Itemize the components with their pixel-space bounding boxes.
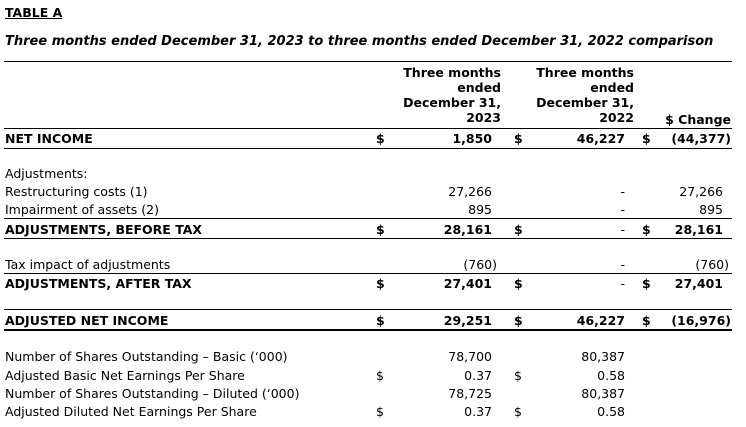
currency-symbol: $ [514,131,523,146]
value-2022: 80,387 [581,386,625,401]
header-line: ended [590,80,634,95]
currency-symbol: $ [642,313,651,328]
value-2022: - [620,184,625,199]
currency-symbol: $ [376,276,385,291]
value-2023: (760) [463,257,497,272]
value-2023: 895 [468,202,492,217]
value-change: 895 [699,202,723,217]
header-line: ended [457,80,501,95]
row-label: Adjusted Basic Net Earnings Per Share [5,368,245,383]
table-title: TABLE A [5,5,63,20]
value-change: (16,976) [671,313,731,328]
currency-symbol: $ [514,368,522,383]
value-2023: 27,401 [443,276,492,291]
row-label: Tax impact of adjustments [5,257,171,272]
column-header-2022 [512,65,634,125]
currency-symbol: $ [642,131,651,146]
currency-symbol: $ [514,276,523,291]
table-subtitle: Three months ended December 31, 2023 to three months ended December 31, 2022 comparison [5,34,714,49]
value-change: 27,401 [674,276,723,291]
header-line: December 31, [536,95,634,110]
column-header-change: $ Change [665,112,731,127]
value-2022: 46,227 [576,131,625,146]
header-line: Three months [403,65,501,80]
currency-symbol: $ [514,313,523,328]
currency-symbol: $ [642,276,651,291]
row-rule [4,273,732,274]
row-label: ADJUSTED NET INCOME [5,313,169,328]
value-2022: 0.58 [597,368,625,383]
row-label: Number of Shares Outstanding – Diluted (‘000) [5,386,300,401]
row-rule [4,218,732,219]
header-line: Three months [536,65,634,80]
currency-symbol: $ [376,368,384,383]
value-2022: 0.58 [597,404,625,419]
row-label: ADJUSTMENTS, AFTER TAX [5,276,192,291]
adjustments-heading: Adjustments: [5,166,88,181]
row-rule [4,329,732,331]
row-label: Number of Shares Outstanding – Basic (‘000) [5,349,288,364]
row-label: Impairment of assets (2) [5,202,160,217]
value-2022: - [620,257,625,272]
value-2022: - [620,276,625,291]
currency-symbol: $ [376,313,385,328]
row-rule [4,309,732,310]
currency-symbol: $ [376,222,385,237]
value-2023: 27,266 [448,184,492,199]
row-label: NET INCOME [5,131,93,146]
header-bottom-rule [4,128,732,129]
row-rule [4,148,732,149]
row-label: Restructuring costs (1) [5,184,148,199]
value-2023: 28,161 [443,222,492,237]
currency-symbol: $ [514,404,522,419]
value-2022: - [620,202,625,217]
value-2022: 46,227 [576,313,625,328]
currency-symbol: $ [642,222,651,237]
row-label: ADJUSTMENTS, BEFORE TAX [5,222,203,237]
value-2023: 78,700 [448,349,492,364]
value-2022: 80,387 [581,349,625,364]
value-change: (44,377) [671,131,731,146]
value-2023: 0.37 [464,404,492,419]
header-line: December 31, [403,95,501,110]
value-2023: 78,725 [448,386,492,401]
row-label: Adjusted Diluted Net Earnings Per Share [5,404,257,419]
row-rule [4,238,732,239]
value-2023: 1,850 [452,131,492,146]
value-change: 27,266 [679,184,723,199]
value-2023: 29,251 [443,313,492,328]
currency-symbol: $ [514,222,523,237]
value-2023: 0.37 [464,368,492,383]
currency-symbol: $ [376,404,384,419]
header-line: 2023 [466,110,501,125]
header-line: 2022 [599,110,634,125]
value-change: 28,161 [674,222,723,237]
value-change: (760) [695,257,729,272]
header-top-rule [4,61,732,62]
column-header-2023 [380,65,501,125]
currency-symbol: $ [376,131,385,146]
value-2022: - [620,222,625,237]
